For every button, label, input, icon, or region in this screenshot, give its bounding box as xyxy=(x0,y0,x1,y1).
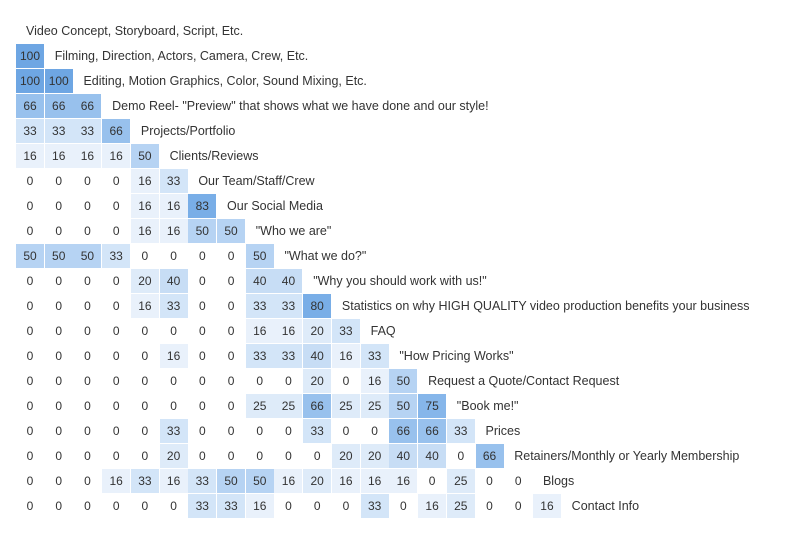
row-label: Retainers/Monthly or Yearly Membership xyxy=(514,449,740,463)
row-label: "Why you should work with us!" xyxy=(313,274,487,288)
matrix-cell: 66 xyxy=(418,419,446,443)
matrix-cell: 0 xyxy=(16,419,44,443)
matrix-cell: 0 xyxy=(102,419,130,443)
matrix-cell: 0 xyxy=(131,394,159,418)
matrix-cell: 0 xyxy=(131,419,159,443)
row-label: Demo Reel- "Preview" that shows what we have done and our style! xyxy=(112,99,489,113)
matrix-cell: 33 xyxy=(16,119,44,143)
matrix-cell: 16 xyxy=(274,469,302,493)
matrix-cell: 0 xyxy=(361,419,389,443)
row-label: Prices xyxy=(485,424,521,438)
matrix-cell: 0 xyxy=(102,344,130,368)
row-label: Video Concept, Storyboard, Script, Etc. xyxy=(26,24,244,38)
matrix-cell: 0 xyxy=(217,344,245,368)
matrix-cell: 33 xyxy=(160,169,188,193)
matrix-cell: 16 xyxy=(246,319,274,343)
matrix-cell: 16 xyxy=(332,344,360,368)
matrix-cell: 0 xyxy=(45,419,73,443)
matrix-cell: 20 xyxy=(361,444,389,468)
row-label: Request a Quote/Contact Request xyxy=(428,374,620,388)
matrix-cell: 0 xyxy=(217,244,245,268)
matrix-cell: 0 xyxy=(45,219,73,243)
matrix-cell: 50 xyxy=(45,244,73,268)
matrix-cell: 0 xyxy=(131,319,159,343)
matrix-cell: 0 xyxy=(160,319,188,343)
matrix-cell: 0 xyxy=(102,394,130,418)
matrix-cell: 0 xyxy=(217,319,245,343)
matrix-cell: 0 xyxy=(476,469,504,493)
matrix-cell: 66 xyxy=(389,419,417,443)
matrix-cell: 50 xyxy=(217,469,245,493)
matrix-cell: 0 xyxy=(188,319,216,343)
matrix-cell: 0 xyxy=(131,369,159,393)
matrix-cell: 50 xyxy=(217,219,245,243)
matrix-cell: 0 xyxy=(73,194,101,218)
matrix-cell: 20 xyxy=(160,444,188,468)
matrix-cell: 100 xyxy=(16,44,44,68)
matrix-cell: 0 xyxy=(504,469,532,493)
matrix-cell: 0 xyxy=(102,169,130,193)
matrix-cell: 25 xyxy=(332,394,360,418)
matrix-cell: 33 xyxy=(361,344,389,368)
matrix-cell: 0 xyxy=(45,294,73,318)
matrix-cell: 0 xyxy=(332,369,360,393)
matrix-cell: 33 xyxy=(131,469,159,493)
matrix-cell: 0 xyxy=(131,344,159,368)
matrix-cell: 0 xyxy=(188,244,216,268)
matrix-cell: 25 xyxy=(447,494,475,518)
matrix-cell: 0 xyxy=(16,269,44,293)
matrix-cell: 0 xyxy=(389,494,417,518)
matrix-cell: 0 xyxy=(418,469,446,493)
matrix-cell: 0 xyxy=(274,369,302,393)
matrix-cell: 50 xyxy=(389,369,417,393)
matrix-cell: 0 xyxy=(16,494,44,518)
matrix-cell: 0 xyxy=(504,494,532,518)
matrix-cell: 16 xyxy=(16,144,44,168)
matrix-cell: 0 xyxy=(45,444,73,468)
matrix-cell: 0 xyxy=(73,469,101,493)
matrix-cell: 16 xyxy=(45,144,73,168)
matrix-cell: 0 xyxy=(188,344,216,368)
matrix-cell: 33 xyxy=(246,294,274,318)
matrix-cell: 40 xyxy=(389,444,417,468)
matrix-cell: 0 xyxy=(303,494,331,518)
matrix-cell: 0 xyxy=(73,394,101,418)
matrix-cell: 0 xyxy=(73,419,101,443)
matrix-cell: 0 xyxy=(447,444,475,468)
row-label: Clients/Reviews xyxy=(169,149,259,163)
matrix-cell: 66 xyxy=(102,119,130,143)
row-label: FAQ xyxy=(370,324,396,338)
matrix-cell: 16 xyxy=(361,469,389,493)
matrix-cell: 100 xyxy=(16,69,44,93)
matrix-cell: 33 xyxy=(332,319,360,343)
matrix-cell: 25 xyxy=(361,394,389,418)
matrix-cell: 16 xyxy=(160,469,188,493)
matrix-cell: 0 xyxy=(274,444,302,468)
matrix-cell: 80 xyxy=(303,294,331,318)
matrix-cell: 50 xyxy=(188,219,216,243)
matrix-cell: 83 xyxy=(188,194,216,218)
row-label: Our Team/Staff/Crew xyxy=(198,174,315,188)
matrix-cell: 40 xyxy=(274,269,302,293)
matrix-cell: 16 xyxy=(131,219,159,243)
matrix-cell: 16 xyxy=(418,494,446,518)
row-label: Contact Info xyxy=(571,499,640,513)
matrix-cell: 0 xyxy=(332,494,360,518)
matrix-cell: 0 xyxy=(73,494,101,518)
row-label: Our Social Media xyxy=(227,199,323,213)
matrix-cell: 50 xyxy=(246,469,274,493)
matrix-cell: 16 xyxy=(160,194,188,218)
matrix-cell: 16 xyxy=(131,194,159,218)
matrix-cell: 0 xyxy=(16,294,44,318)
matrix-cell: 0 xyxy=(16,194,44,218)
matrix-cell: 33 xyxy=(303,419,331,443)
matrix-cell: 33 xyxy=(160,419,188,443)
matrix-cell: 0 xyxy=(188,269,216,293)
matrix-cell: 50 xyxy=(16,244,44,268)
matrix-cell: 0 xyxy=(217,294,245,318)
matrix-cell: 66 xyxy=(476,444,504,468)
matrix-cell: 25 xyxy=(274,394,302,418)
matrix-cell: 0 xyxy=(45,194,73,218)
matrix-cell: 0 xyxy=(45,169,73,193)
matrix-cell: 66 xyxy=(73,94,101,118)
matrix-cell: 16 xyxy=(73,144,101,168)
matrix-cell: 16 xyxy=(131,169,159,193)
matrix-cell: 0 xyxy=(217,269,245,293)
matrix-cell: 20 xyxy=(303,369,331,393)
matrix-cell: 0 xyxy=(160,494,188,518)
matrix-cell: 66 xyxy=(16,94,44,118)
matrix-cell: 33 xyxy=(160,294,188,318)
matrix-cell: 0 xyxy=(16,319,44,343)
matrix-cell: 0 xyxy=(45,469,73,493)
matrix-cell: 0 xyxy=(45,269,73,293)
row-label: "How Pricing Works" xyxy=(399,349,514,363)
matrix-cell: 0 xyxy=(102,219,130,243)
matrix-cell: 16 xyxy=(131,294,159,318)
matrix-cell: 0 xyxy=(131,494,159,518)
matrix-cell: 75 xyxy=(418,394,446,418)
matrix-cell: 0 xyxy=(131,244,159,268)
matrix-cell: 0 xyxy=(188,444,216,468)
matrix-cell: 0 xyxy=(274,494,302,518)
matrix-cell: 0 xyxy=(217,419,245,443)
matrix-cell: 0 xyxy=(246,444,274,468)
matrix-cell: 66 xyxy=(45,94,73,118)
matrix-cell: 0 xyxy=(45,369,73,393)
matrix-cell: 0 xyxy=(188,294,216,318)
matrix-cell: 16 xyxy=(361,369,389,393)
matrix-cell: 33 xyxy=(447,419,475,443)
matrix-cell: 0 xyxy=(246,369,274,393)
matrix-cell: 33 xyxy=(45,119,73,143)
matrix-cell: 0 xyxy=(16,344,44,368)
row-label: Projects/Portfolio xyxy=(140,124,236,138)
matrix-cell: 33 xyxy=(274,294,302,318)
matrix-cell: 40 xyxy=(160,269,188,293)
matrix-cell: 0 xyxy=(131,444,159,468)
matrix-cell: 0 xyxy=(102,444,130,468)
matrix-cell: 0 xyxy=(188,419,216,443)
matrix-cell: 50 xyxy=(131,144,159,168)
matrix-cell: 16 xyxy=(102,144,130,168)
matrix-cell: 0 xyxy=(45,344,73,368)
matrix-cell: 0 xyxy=(160,369,188,393)
matrix-cell: 25 xyxy=(246,394,274,418)
matrix-cell: 16 xyxy=(389,469,417,493)
matrix-cell: 0 xyxy=(45,394,73,418)
matrix-cell: 20 xyxy=(303,319,331,343)
row-label: Editing, Motion Graphics, Color, Sound Mixing, Etc. xyxy=(83,74,367,88)
matrix-cell: 0 xyxy=(73,294,101,318)
matrix-cell: 0 xyxy=(303,444,331,468)
matrix-cell: 0 xyxy=(102,294,130,318)
matrix-cell: 0 xyxy=(45,494,73,518)
matrix-cell: 0 xyxy=(332,419,360,443)
matrix-cell: 33 xyxy=(217,494,245,518)
matrix-cell: 0 xyxy=(102,494,130,518)
matrix-cell: 25 xyxy=(447,469,475,493)
matrix-cell: 0 xyxy=(73,344,101,368)
matrix-cell: 0 xyxy=(217,444,245,468)
matrix-cell: 0 xyxy=(16,219,44,243)
row-label: Blogs xyxy=(542,474,575,488)
matrix-cell: 33 xyxy=(102,244,130,268)
matrix-cell: 0 xyxy=(102,319,130,343)
matrix-cell: 33 xyxy=(274,344,302,368)
matrix-cell: 0 xyxy=(102,269,130,293)
matrix-cell: 0 xyxy=(274,419,302,443)
matrix-cell: 0 xyxy=(217,369,245,393)
matrix-cell: 0 xyxy=(73,369,101,393)
matrix-cell: 0 xyxy=(217,394,245,418)
matrix-cell: 0 xyxy=(160,394,188,418)
matrix-cell: 40 xyxy=(418,444,446,468)
matrix-cell: 0 xyxy=(73,269,101,293)
matrix-cell: 33 xyxy=(73,119,101,143)
matrix-cell: 0 xyxy=(45,319,73,343)
matrix-cell: 16 xyxy=(102,469,130,493)
matrix-cell: 33 xyxy=(188,494,216,518)
matrix-cell: 0 xyxy=(160,244,188,268)
matrix-cell: 33 xyxy=(361,494,389,518)
matrix-cell: 16 xyxy=(160,219,188,243)
matrix-cell: 0 xyxy=(16,369,44,393)
matrix-cell: 50 xyxy=(246,244,274,268)
matrix-cell: 0 xyxy=(476,494,504,518)
row-label: Filming, Direction, Actors, Camera, Crew, Etc. xyxy=(54,49,309,63)
matrix-cell: 0 xyxy=(73,219,101,243)
row-label: "Book me!" xyxy=(456,399,519,413)
matrix-cell: 0 xyxy=(16,444,44,468)
matrix-cell: 16 xyxy=(332,469,360,493)
matrix-cell: 20 xyxy=(303,469,331,493)
matrix-cell: 16 xyxy=(246,494,274,518)
matrix-cell: 16 xyxy=(274,319,302,343)
matrix-cell: 33 xyxy=(246,344,274,368)
matrix-cell: 40 xyxy=(246,269,274,293)
matrix-cell: 0 xyxy=(102,369,130,393)
matrix-cell: 0 xyxy=(16,169,44,193)
matrix-cell: 0 xyxy=(73,319,101,343)
matrix-cell: 40 xyxy=(303,344,331,368)
row-label: "Who we are" xyxy=(255,224,332,238)
matrix-cell: 0 xyxy=(16,469,44,493)
matrix-cell: 0 xyxy=(188,394,216,418)
matrix-cell: 0 xyxy=(102,194,130,218)
matrix-cell: 0 xyxy=(246,419,274,443)
matrix-cell: 0 xyxy=(73,169,101,193)
matrix-cell: 0 xyxy=(73,444,101,468)
matrix-cell: 20 xyxy=(131,269,159,293)
row-label: Statistics on why HIGH QUALITY video production benefits your business xyxy=(341,299,750,313)
matrix-cell: 50 xyxy=(73,244,101,268)
matrix-cell: 50 xyxy=(389,394,417,418)
row-label: "What we do?" xyxy=(284,249,367,263)
matrix-cell: 100 xyxy=(45,69,73,93)
matrix-cell: 0 xyxy=(188,369,216,393)
matrix-cell: 16 xyxy=(533,494,561,518)
matrix-cell: 66 xyxy=(303,394,331,418)
matrix-cell: 33 xyxy=(188,469,216,493)
matrix-cell: 0 xyxy=(16,394,44,418)
matrix-cell: 20 xyxy=(332,444,360,468)
matrix-cell: 16 xyxy=(160,344,188,368)
